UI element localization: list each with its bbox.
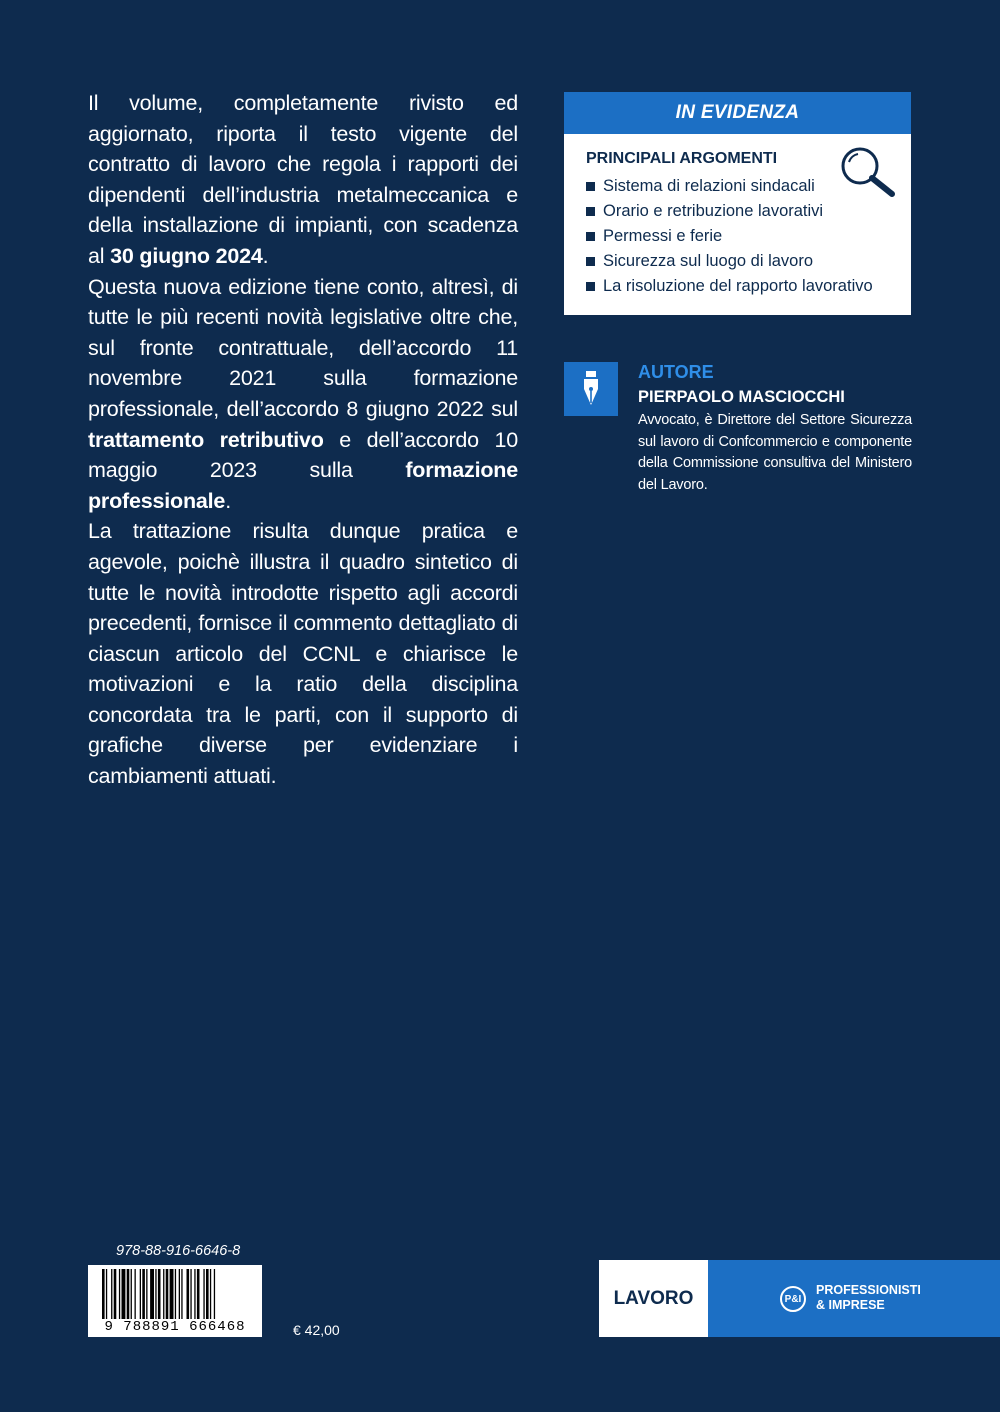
evidenza-title: PRINCIPALI ARGOMENTI: [586, 150, 778, 167]
list-item: Orario e retribuzione lavorativi: [586, 199, 873, 224]
barcode: [88, 1265, 262, 1337]
bullet-square-icon: [586, 257, 595, 266]
paragraph-1: Il volume, completamente rivisto ed aggiornato, riporta il testo vigente del contratto di lavoro che regola i rapporti dei dipendenti dell’industria metalmeccanica e della installazione di impianti, con scadenza al 30 giugno 2024.: [88, 91, 518, 268]
isbn: 978-88-916-6646-8: [116, 1243, 241, 1259]
topics-list: [586, 174, 873, 299]
author-bio: Avvocato, è Direttore del Settore Sicurezza sul lavoro di Confcommercio e componente della Commissione consultiva del Ministero del Lavoro.: [638, 412, 912, 493]
publisher-logo: P&I: [780, 1286, 806, 1312]
list-item: Permessi e ferie: [586, 224, 873, 249]
evidenza-box: [564, 92, 911, 315]
description-text: [88, 88, 518, 792]
highlight-retributivo: trattamento retributivo: [88, 427, 324, 452]
highlight-formazione: formazione professionale: [88, 458, 518, 513]
paragraph-2: Questa nuova edizione tiene conto, altresì, di tutte le più recenti novità legislative oltre che, sul fronte contrattuale, dell’accordo 11 novembre 2021 sulla formazione professionale, dell’accordo 8 giugno 2022 sul trattamento retributivo e dell’accordo 10 maggio 2023 sulla formazione professionale.: [88, 274, 518, 513]
price: € 42,00: [293, 1322, 340, 1338]
author-name: PIERPAOLO MASCIOCCHI: [638, 388, 845, 406]
barcode-bars: [88, 1269, 262, 1323]
series-label: LAVORO: [599, 1260, 708, 1337]
expiry-date: 30 giugno 2024: [110, 243, 263, 268]
fountain-pen-icon: [564, 362, 618, 416]
paragraph-3: La trattazione risulta dunque pratica e agevole, poichè illustra il quadro sintetico di tutte le novità introdotte rispetto agli accordi precedenti, fornisce il commento dettagliato di ciascun articolo del CCNL e chiarisce le motivazioni e la ratio della disciplina concordata tra le parti, con il supporto di grafiche diverse per evidenziare i cambiamenti attuati.: [88, 519, 518, 789]
barcode-digits: 9 788891 666468: [104, 1319, 246, 1335]
bullet-square-icon: [586, 207, 595, 216]
bullet-square-icon: [586, 182, 595, 191]
publisher-box: [708, 1260, 1000, 1337]
author-label: AUTORE: [638, 362, 714, 382]
list-item: La risoluzione del rapporto lavorativo: [586, 274, 873, 299]
evidenza-header: IN EVIDENZA: [564, 92, 911, 134]
bullet-square-icon: [586, 232, 595, 241]
publisher-name: PROFESSIONISTI & IMPRESE: [816, 1283, 921, 1312]
list-item: Sicurezza sul luogo di lavoro: [586, 249, 873, 274]
bullet-square-icon: [586, 282, 595, 291]
list-item: Sistema di relazioni sindacali: [586, 174, 873, 199]
